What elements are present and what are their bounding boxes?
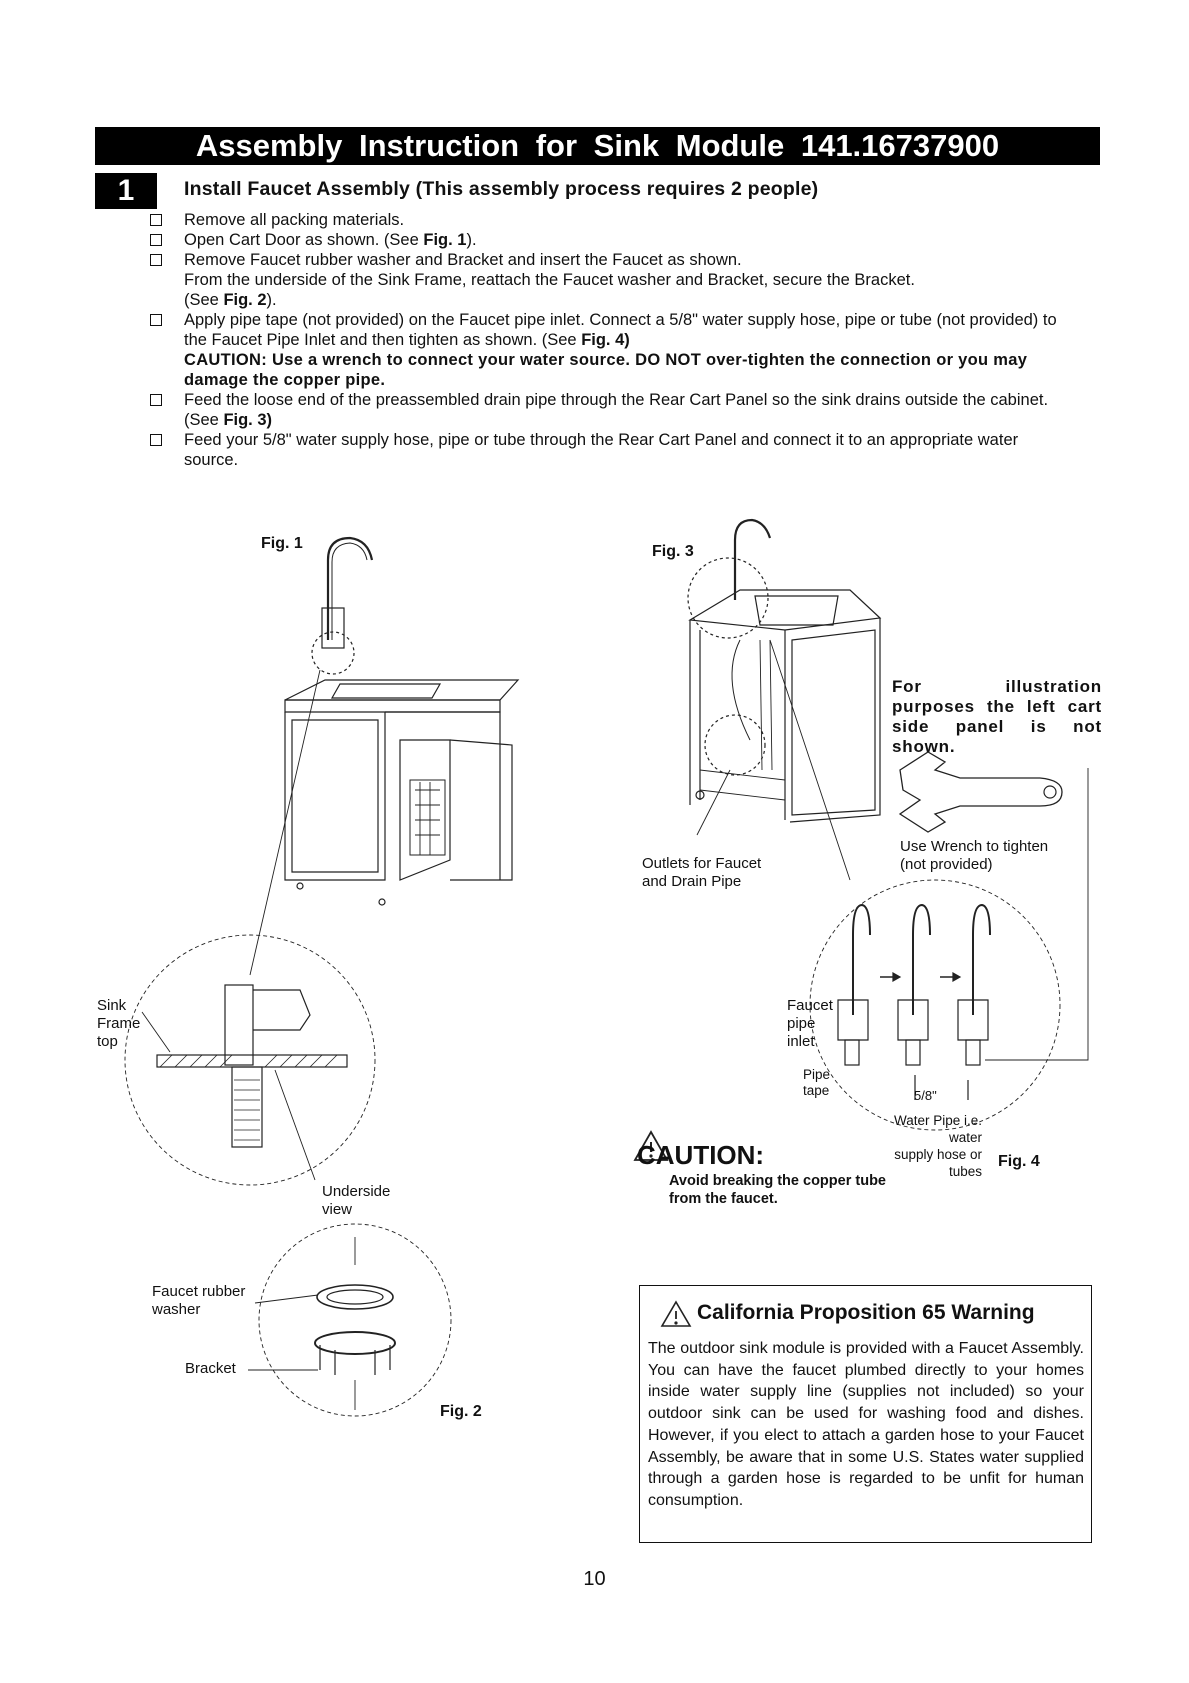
sink-frame-label: Sink Frame top: [97, 997, 141, 1050]
prop65-warning-box: [639, 1285, 1092, 1543]
instruction-text: (See: [184, 291, 224, 309]
instruction-text: From the underside of the Sink Frame, reattach the Faucet washer and Bracket, secure the Bracket.: [184, 271, 915, 289]
step-number-badge: 1: [95, 173, 157, 209]
instruction-text: Feed your 5/8" water supply hose, pipe or tube through the Rear Cart Panel and connect it to an appropriate water source.: [184, 431, 1019, 469]
underside-view-label: Underside view: [322, 1183, 391, 1218]
caution-text: CAUTION: Use a wrench to connect your water source. DO NOT over-tighten the connection or you may damage the copper pipe.: [184, 351, 1028, 389]
fig3-label: Fig. 3: [652, 543, 694, 560]
instruction-text: Feed the loose end of the preassembled drain pipe through the Rear Cart Panel so the sink drains outside the cabinet. (See: [184, 391, 1049, 429]
prop65-text: The outdoor sink module is provided with a Faucet Assembly. You can have the faucet plumbed directly to your homes inside water supply line (supplies not included) so your outdoor sink can be used for washing food and dishes. However, if you elect to attach a garden hose to your Faucet Assembly, be aware that in some U.S. States water supplied through a garden hose is regarded to be unfit for human consumption.: [648, 1340, 1084, 1509]
figure-reference: Fig. 2: [223, 291, 267, 309]
instruction-text: Remove Faucet rubber washer and Bracket and insert the Faucet as shown.: [184, 251, 742, 269]
faucet-washer-label: Faucet rubber washer: [152, 1283, 246, 1318]
pipe-size-label: 5/8": [914, 1088, 937, 1103]
instruction-text: Apply pipe tape (not provided) on the Faucet pipe inlet. Connect a 5/8" water supply hose, pipe or tube (not provided) to the Faucet Pipe Inlet and then tighten as shown. (See: [184, 311, 1057, 349]
prop65-title: California Proposition 65 Warning: [697, 1301, 1035, 1324]
figure-reference: Fig. 1: [423, 231, 467, 249]
instruction-text: ).: [266, 291, 277, 309]
figure-reference: Fig. 4): [581, 331, 630, 349]
fig1-cabinet-drawing: [250, 538, 518, 975]
faucet-pipe-inlet-label: Faucet pipe inlet: [787, 997, 833, 1050]
illustration-note: For illustration purposes the left cart side panel is not shown.: [892, 677, 1102, 756]
outlets-label: Outlets for Faucet and Drain Pipe: [642, 855, 762, 890]
step-title: Install Faucet Assembly (This assembly process requires 2 people): [184, 178, 819, 200]
figure-reference: Fig. 3): [223, 411, 273, 429]
fig4-label: Fig. 4: [998, 1153, 1040, 1170]
pipe-tape-label: Pipe tape: [803, 1067, 831, 1098]
fig1-detail-circle: [125, 935, 375, 1185]
instruction-text: Open Cart Door as shown. (See: [184, 231, 424, 249]
instruction-text: Remove all packing materials.: [184, 211, 405, 229]
instruction-text: ).: [466, 231, 477, 249]
fig2-washer-bracket-drawing: [248, 1224, 451, 1416]
bracket-label: Bracket: [185, 1360, 236, 1377]
fig3-cabinet-drawing: [688, 520, 880, 880]
page-header: Assembly Instruction for Sink Module 141.16737900: [95, 127, 1100, 165]
fig2-label: Fig. 2: [440, 1403, 482, 1420]
caution-heading: CAUTION:: [637, 1140, 765, 1170]
caution-text: Avoid breaking the copper tube from the faucet.: [669, 1173, 886, 1207]
water-pipe-label: Water Pipe i.e. water supply hose or tubes: [893, 1113, 982, 1179]
page-number: 10: [583, 1568, 606, 1590]
wrench-label: Use Wrench to tighten (not provided): [900, 838, 1049, 873]
fig1-label: Fig. 1: [261, 535, 303, 552]
